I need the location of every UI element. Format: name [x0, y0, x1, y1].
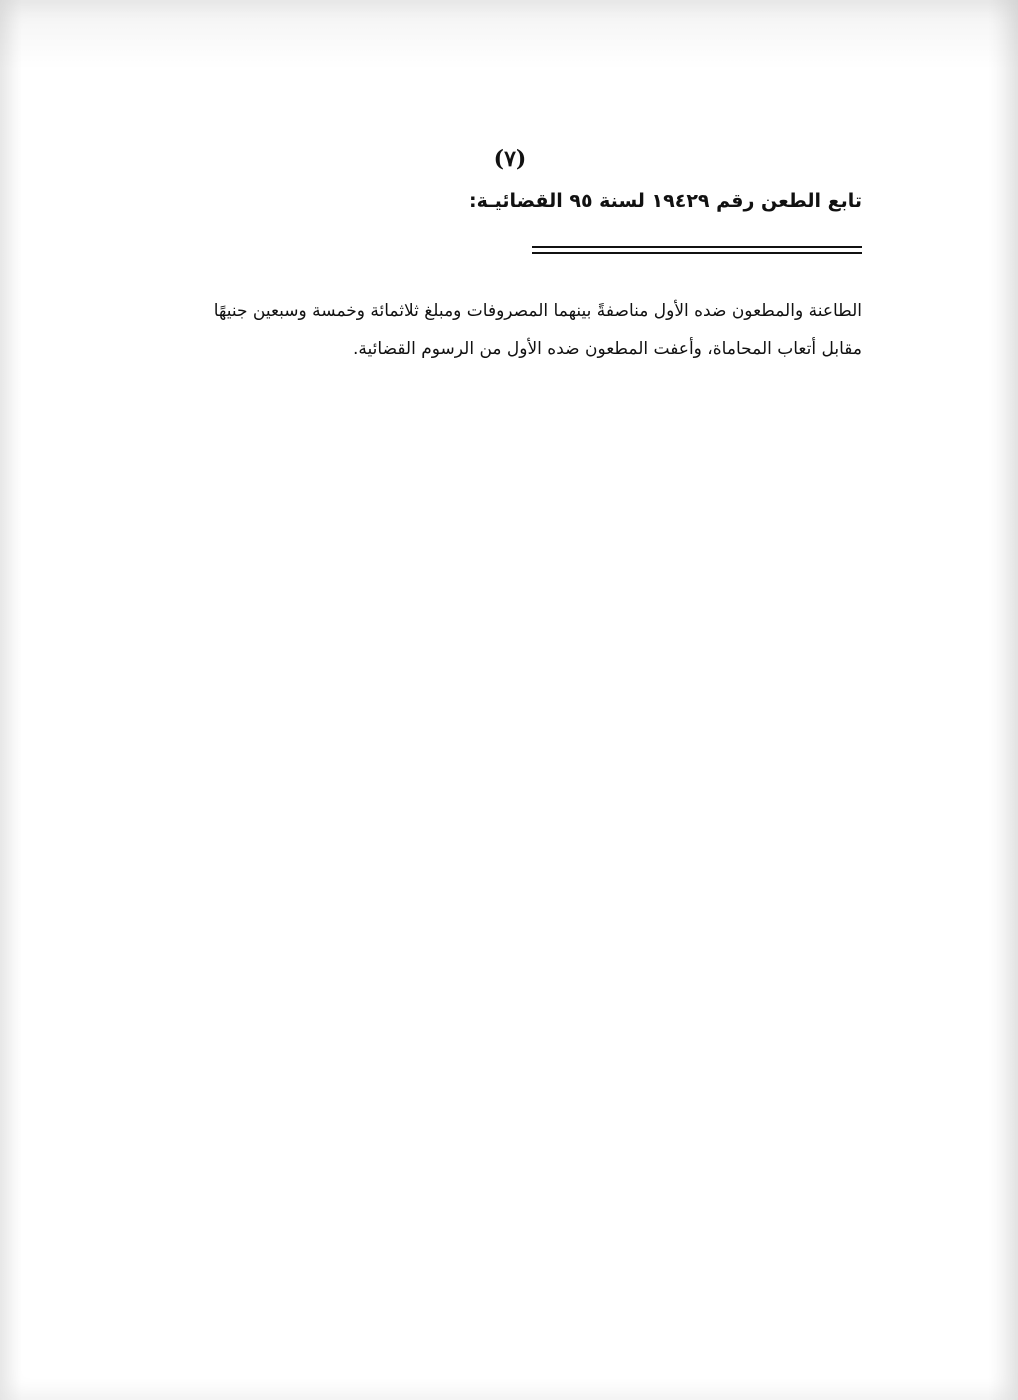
page-number: (٧): [493, 146, 527, 172]
rule-line-top: [532, 246, 862, 248]
heading-double-rule: [532, 246, 862, 256]
page-shadow-right: [988, 0, 1018, 1400]
rule-line-bottom: [532, 252, 862, 254]
page-shadow-top: [0, 0, 1018, 70]
page-shadow-left: [0, 0, 22, 1400]
paragraph-line: مقابل أتعاب المحاماة، وأعفت المطعون ضده الأول من الرسوم القضائية.: [353, 339, 862, 359]
case-heading: تابع الطعن رقم ١٩٤٢٩ لسنة ٩٥ القضائيـة:: [469, 190, 862, 212]
judgment-paragraph: [156, 292, 862, 368]
paragraph-line: الطاعنة والمطعون ضده الأول مناصفةً بينهما المصروفات ومبلغ ثلاثمائة وخمسة وسبعين جنيهًا: [213, 301, 862, 321]
